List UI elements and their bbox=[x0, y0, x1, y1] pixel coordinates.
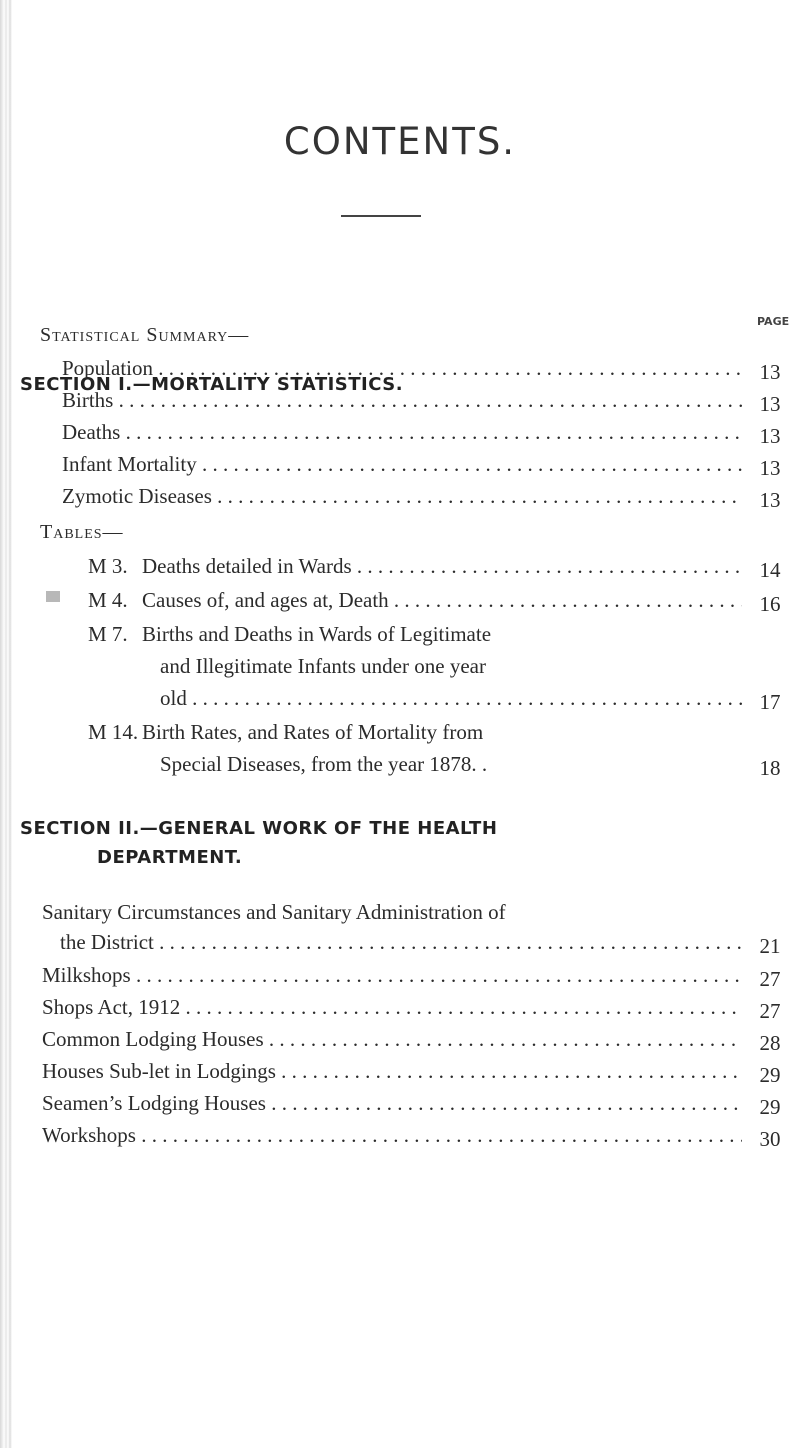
toc-entry-label: Births . . . bbox=[62, 388, 742, 413]
table-entry-line: Births and Deaths in Wards of Legitimate bbox=[142, 622, 492, 646]
toc-entry-page: 29 bbox=[759, 1095, 781, 1119]
table-code: M 14. bbox=[88, 720, 139, 744]
tables-heading: Tables— bbox=[40, 521, 124, 543]
toc-entry-label: Zymotic Diseases . . . bbox=[62, 484, 742, 509]
toc-entry-line: Sanitary Circumstances and Sanitary Administration of bbox=[42, 900, 506, 924]
table-entry-page: 14 bbox=[759, 558, 781, 582]
section-2-heading: SECTION II.—GENERAL WORK OF THE HEALTH bbox=[20, 818, 498, 839]
table-entry-line: old . . . bbox=[160, 686, 742, 711]
toc-entry-label: the District . . . bbox=[60, 930, 742, 955]
toc-entry-page: 21 bbox=[759, 934, 781, 958]
toc-entry-page: 28 bbox=[759, 1031, 781, 1055]
table-entry-label: Deaths detailed in Wards . . . bbox=[142, 554, 742, 579]
title-rule bbox=[341, 215, 421, 217]
table-entry-page: 17 bbox=[759, 690, 781, 714]
table-entry-label: Causes of, and ages at, Death . . . bbox=[142, 588, 742, 613]
toc-entry-page: 29 bbox=[759, 1063, 781, 1087]
table-code: M 7. bbox=[88, 622, 128, 646]
section-1-heading: SECTION I.—MORTALITY STATISTICS. bbox=[20, 374, 404, 395]
toc-entry-label: Deaths . . . bbox=[62, 420, 742, 445]
toc-entry-page: 27 bbox=[759, 999, 781, 1023]
toc-entry-label: Milkshops . . . bbox=[42, 963, 742, 988]
toc-entry-label: Houses Sub-let in Lodgings . . . bbox=[42, 1059, 742, 1084]
table-entry-line: Special Diseases, from the year 1878. . bbox=[160, 752, 488, 776]
table-code: M 3. bbox=[88, 554, 128, 578]
toc-entry-label: Common Lodging Houses . . . bbox=[42, 1027, 742, 1052]
toc-entry-label: Seamen’s Lodging Houses . . . bbox=[42, 1091, 742, 1116]
table-entry-line: Birth Rates, and Rates of Mortality from bbox=[142, 720, 484, 744]
table-entry-page: 16 bbox=[759, 592, 781, 616]
toc-entry-label: Infant Mortality . . . bbox=[62, 452, 742, 477]
toc-entry-label: Population . . . bbox=[62, 356, 742, 381]
toc-entry-label: Workshops . . . bbox=[42, 1123, 742, 1148]
table-code: M 4. bbox=[88, 588, 128, 612]
table-entry-line: and Illegitimate Infants under one year bbox=[160, 654, 486, 678]
toc-entry-page: 13 bbox=[759, 488, 781, 512]
section-2-heading-cont: DEPARTMENT. bbox=[97, 847, 243, 868]
printers-mark-icon bbox=[46, 591, 60, 602]
page-binding-edge bbox=[0, 0, 14, 1448]
toc-entry-page: 13 bbox=[759, 456, 781, 480]
toc-entry-page: 13 bbox=[759, 360, 781, 384]
toc-entry-page: 30 bbox=[759, 1127, 781, 1151]
page-column-label: PAGE bbox=[757, 315, 790, 328]
statistical-summary-heading: Statistical Summary— bbox=[40, 324, 250, 346]
toc-entry-page: 13 bbox=[759, 392, 781, 416]
table-entry-page: 18 bbox=[759, 756, 781, 780]
page-title: CONTENTS. bbox=[283, 120, 517, 163]
toc-entry-page: 27 bbox=[759, 967, 781, 991]
toc-entry-page: 13 bbox=[759, 424, 781, 448]
toc-entry-label: Shops Act, 1912 . . . bbox=[42, 995, 742, 1020]
